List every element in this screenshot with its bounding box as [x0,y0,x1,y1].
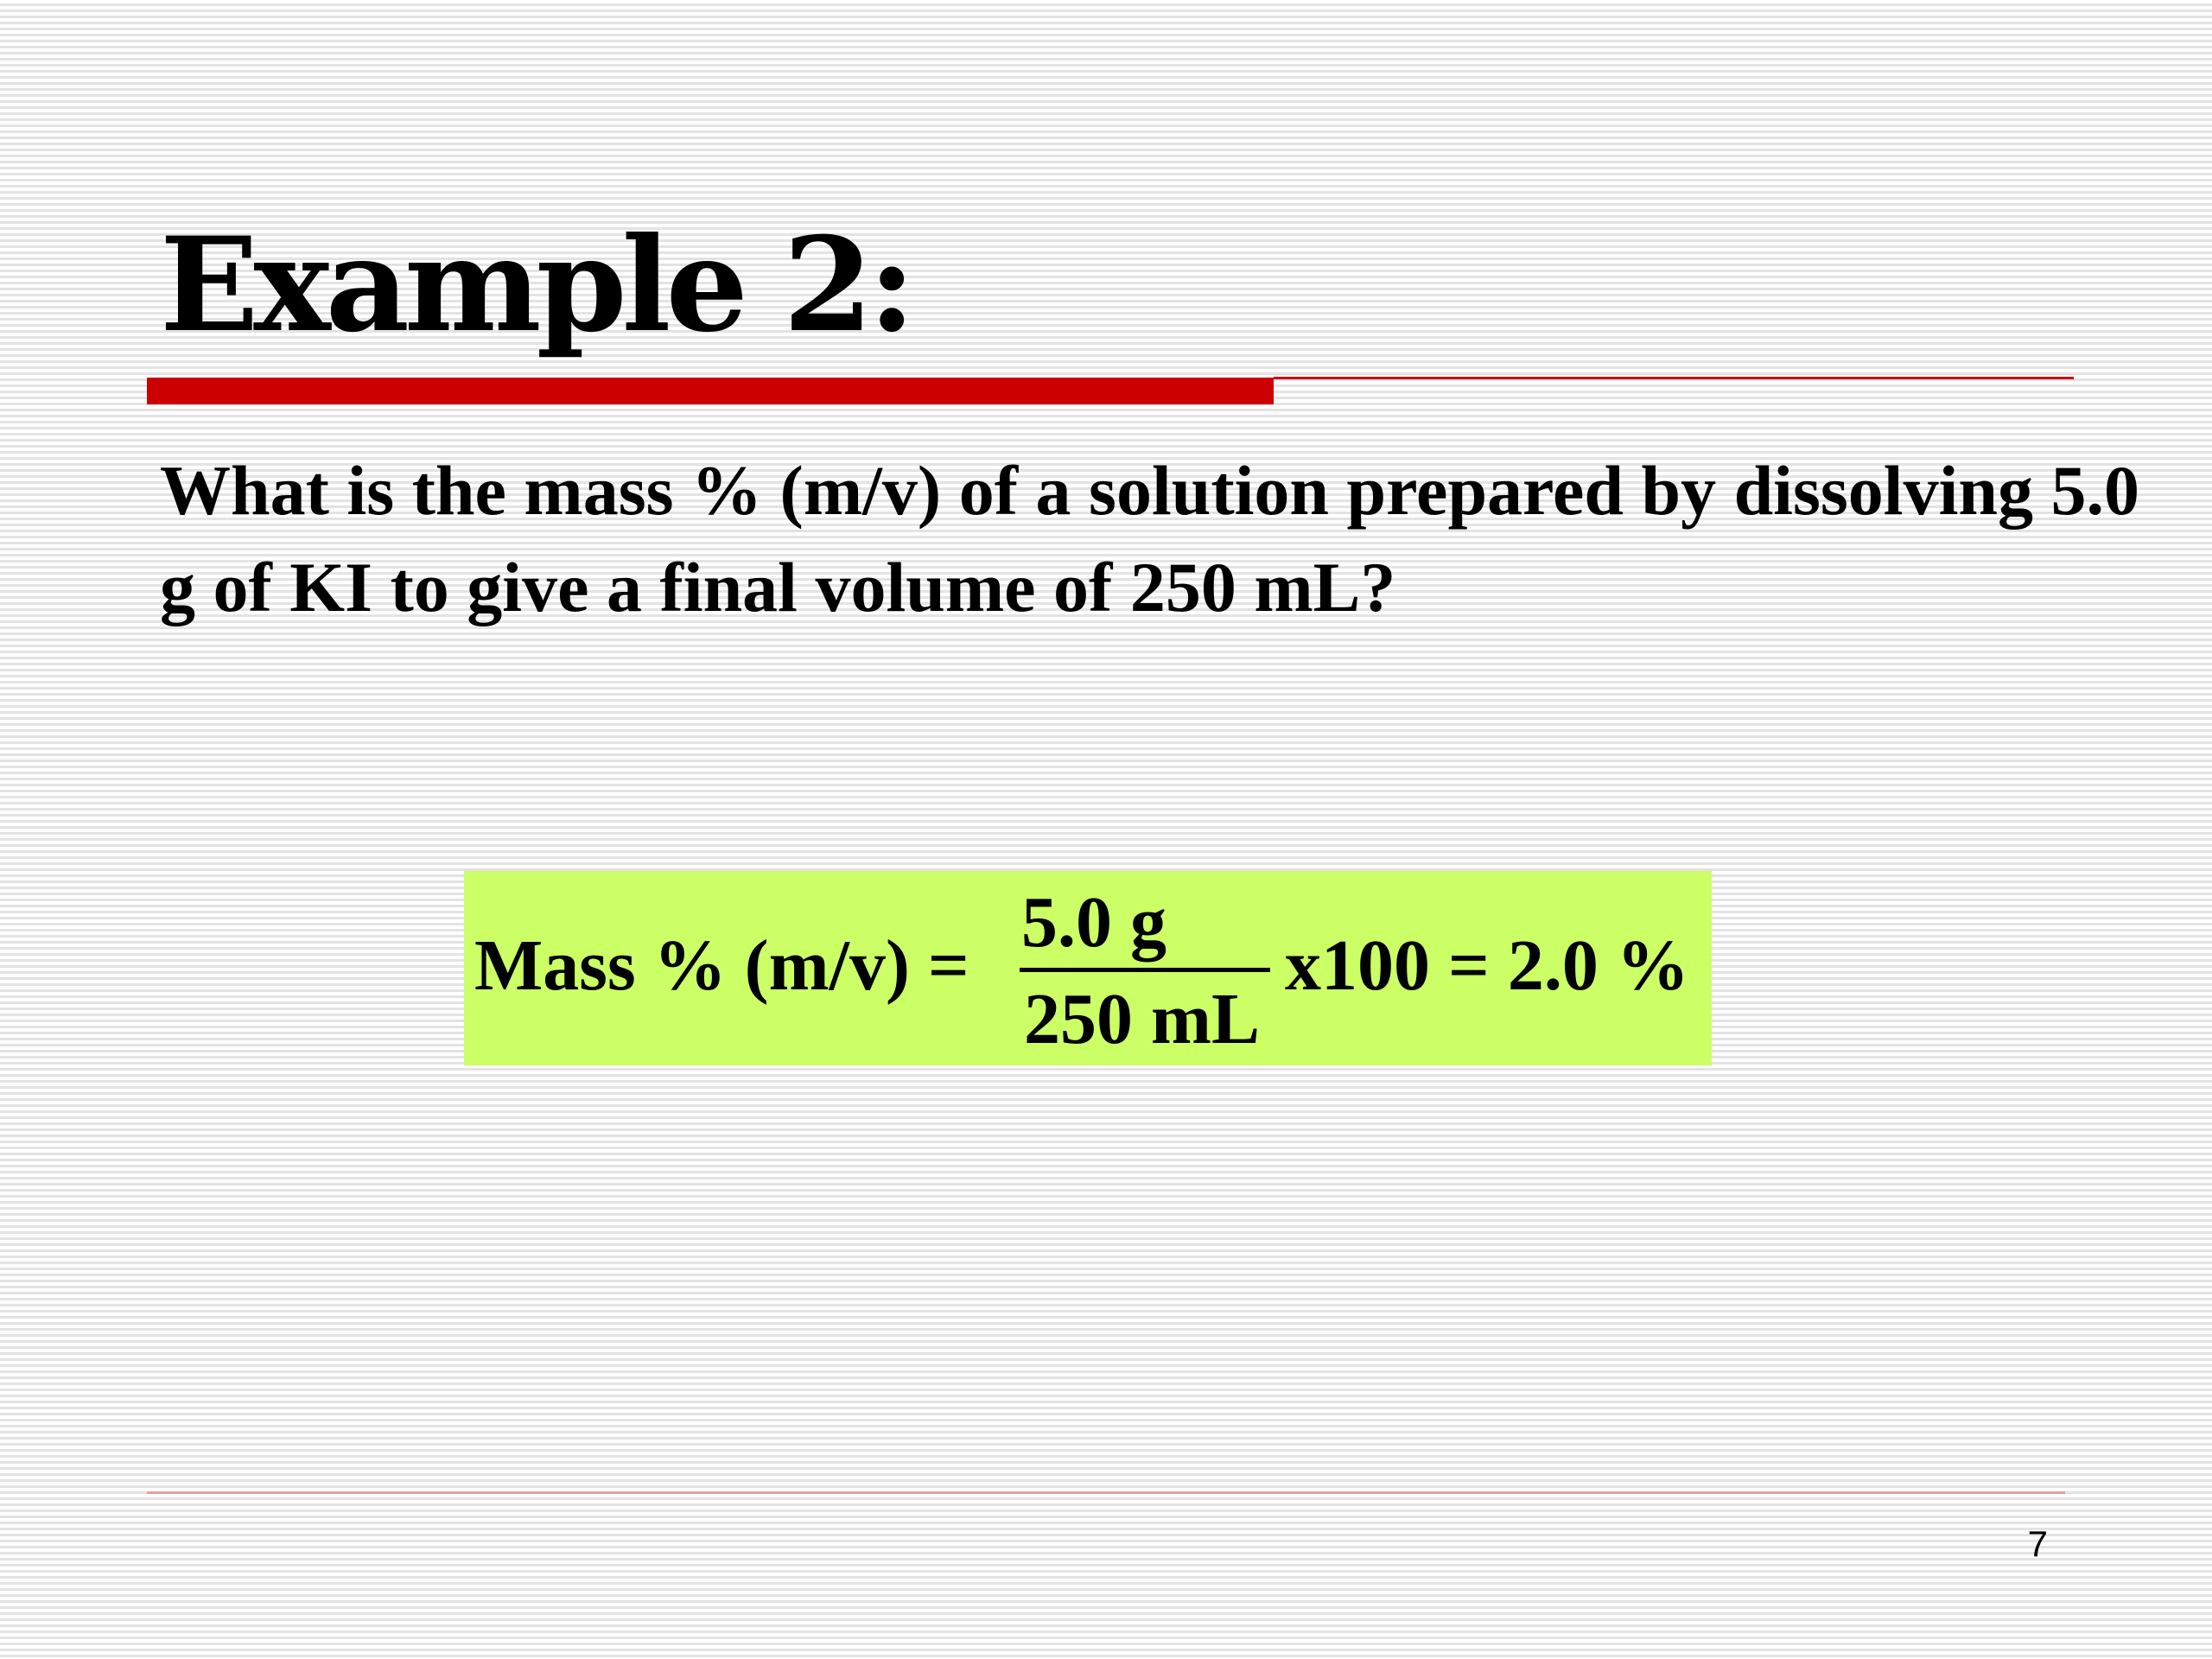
footer-divider [147,1491,2065,1494]
equation-fraction-bar [1020,968,1270,972]
title-underline-thin [1274,377,2074,379]
equation-left-side: Mass % (m/v) = [474,925,969,1006]
question-text: What is the mass % (m/v) of a solution prepared by dissolving 5.0 g of KI to give a final volume of 250 mL? [160,451,2139,626]
equation-numerator: 5.0 g [1021,882,1166,963]
slide-title: Example 2: [160,209,911,361]
equation-box [464,871,1712,1065]
slide-number: 7 [2027,1523,2048,1564]
title-underline-thick [147,378,1274,404]
equation-right-side: x100 = 2.0 % [1285,925,1689,1006]
equation-denominator: 250 mL [1024,979,1260,1059]
